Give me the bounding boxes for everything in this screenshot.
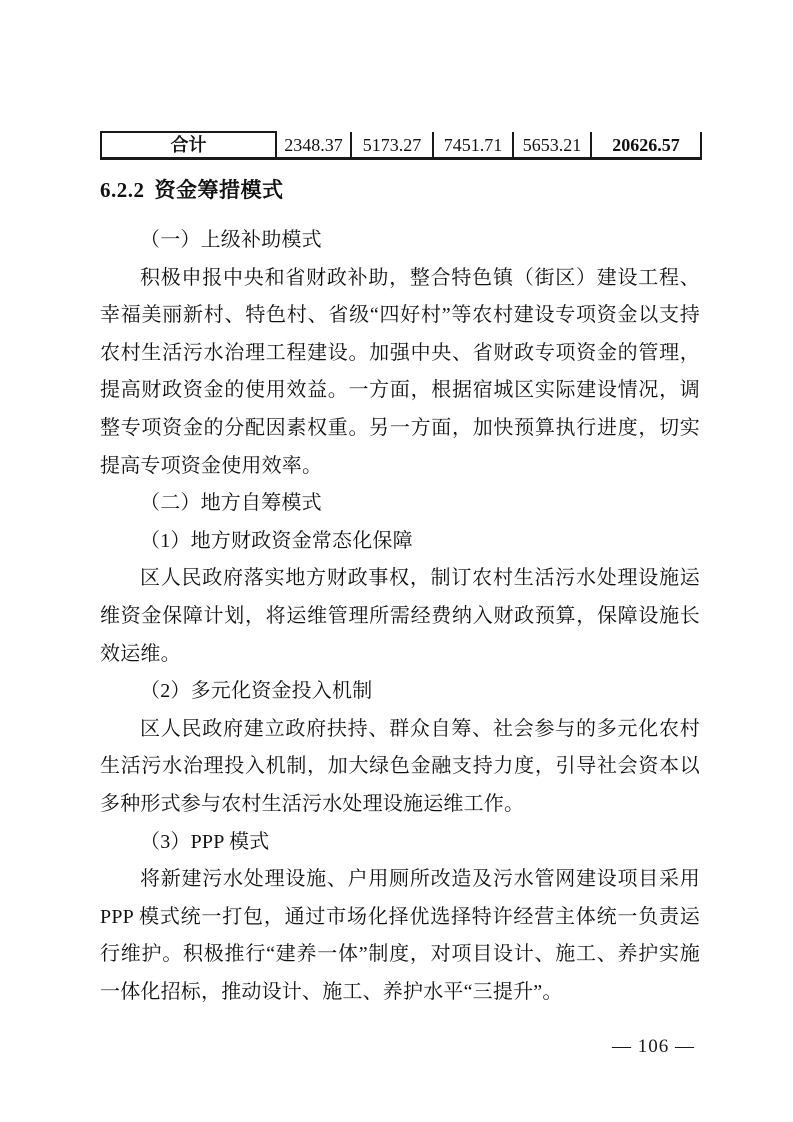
table-total-row: [101, 132, 701, 159]
paragraph: 区人民政府落实地方财政事权，制订农村生活污水处理设施运维资金保障计划，将运维管理所需经费纳入财政预算，保障设施长效运维。: [100, 567, 700, 665]
subheading: （3）PPP 模式: [140, 830, 270, 853]
paragraph: 区人民政府建立政府扶持、群众自筹、社会参与的多元化农村生活污水治理投入机制，加大绿色金融支持力度，引导社会资本以多种形式参与农村生活污水处理设施运维工作。: [100, 717, 700, 815]
paragraph: 将新建污水处理设施、户用厕所改造及污水管网建设项目采用 PPP 模式统一打包，通过市场化择优选择特许经营主体统一负责运行维护。积极推行“建养一体”制度，对项目设计、施工、养护实施一体化招标，推动设计、施工、养护水平“三提升”。: [100, 868, 700, 1003]
subheading: （2）多元化资金投入机制: [140, 680, 373, 703]
page-content: [100, 131, 700, 1011]
total-value-cell: 2348.37: [276, 132, 351, 159]
total-value-cell: 7451.71: [433, 132, 513, 159]
page-number: — 106 —: [612, 1036, 695, 1057]
section-number: 6.2.2: [100, 178, 145, 202]
paragraph: 积极申报中央和省财政补助，整合特色镇（街区）建设工程、幸福美丽新村、特色村、省级“四好村”等农村建设专项资金以支持农村生活污水治理工程建设。加强中央、省财政专项资金的管理，提高财政资金的使用效益。一方面，根据宿城区实际建设情况，调整专项资金的分配因素权重。另一方面，加快预算执行进度，切实提高专项资金使用效率。: [100, 266, 700, 477]
section-title: 资金筹措模式: [154, 178, 284, 202]
subheading: （二）地方自筹模式: [140, 492, 322, 515]
total-value-cell: 5173.27: [351, 132, 433, 159]
subheading: （1）地方财政资金常态化保障: [140, 529, 413, 552]
total-value-cell: 5653.21: [513, 132, 591, 159]
section-heading: [100, 177, 700, 203]
summary-table: [100, 131, 702, 160]
grand-total-cell: 20626.57: [591, 132, 701, 159]
body-text: [100, 222, 700, 1011]
subheading: （一）上级补助模式: [140, 229, 322, 251]
total-label-cell: 合计: [101, 132, 276, 159]
